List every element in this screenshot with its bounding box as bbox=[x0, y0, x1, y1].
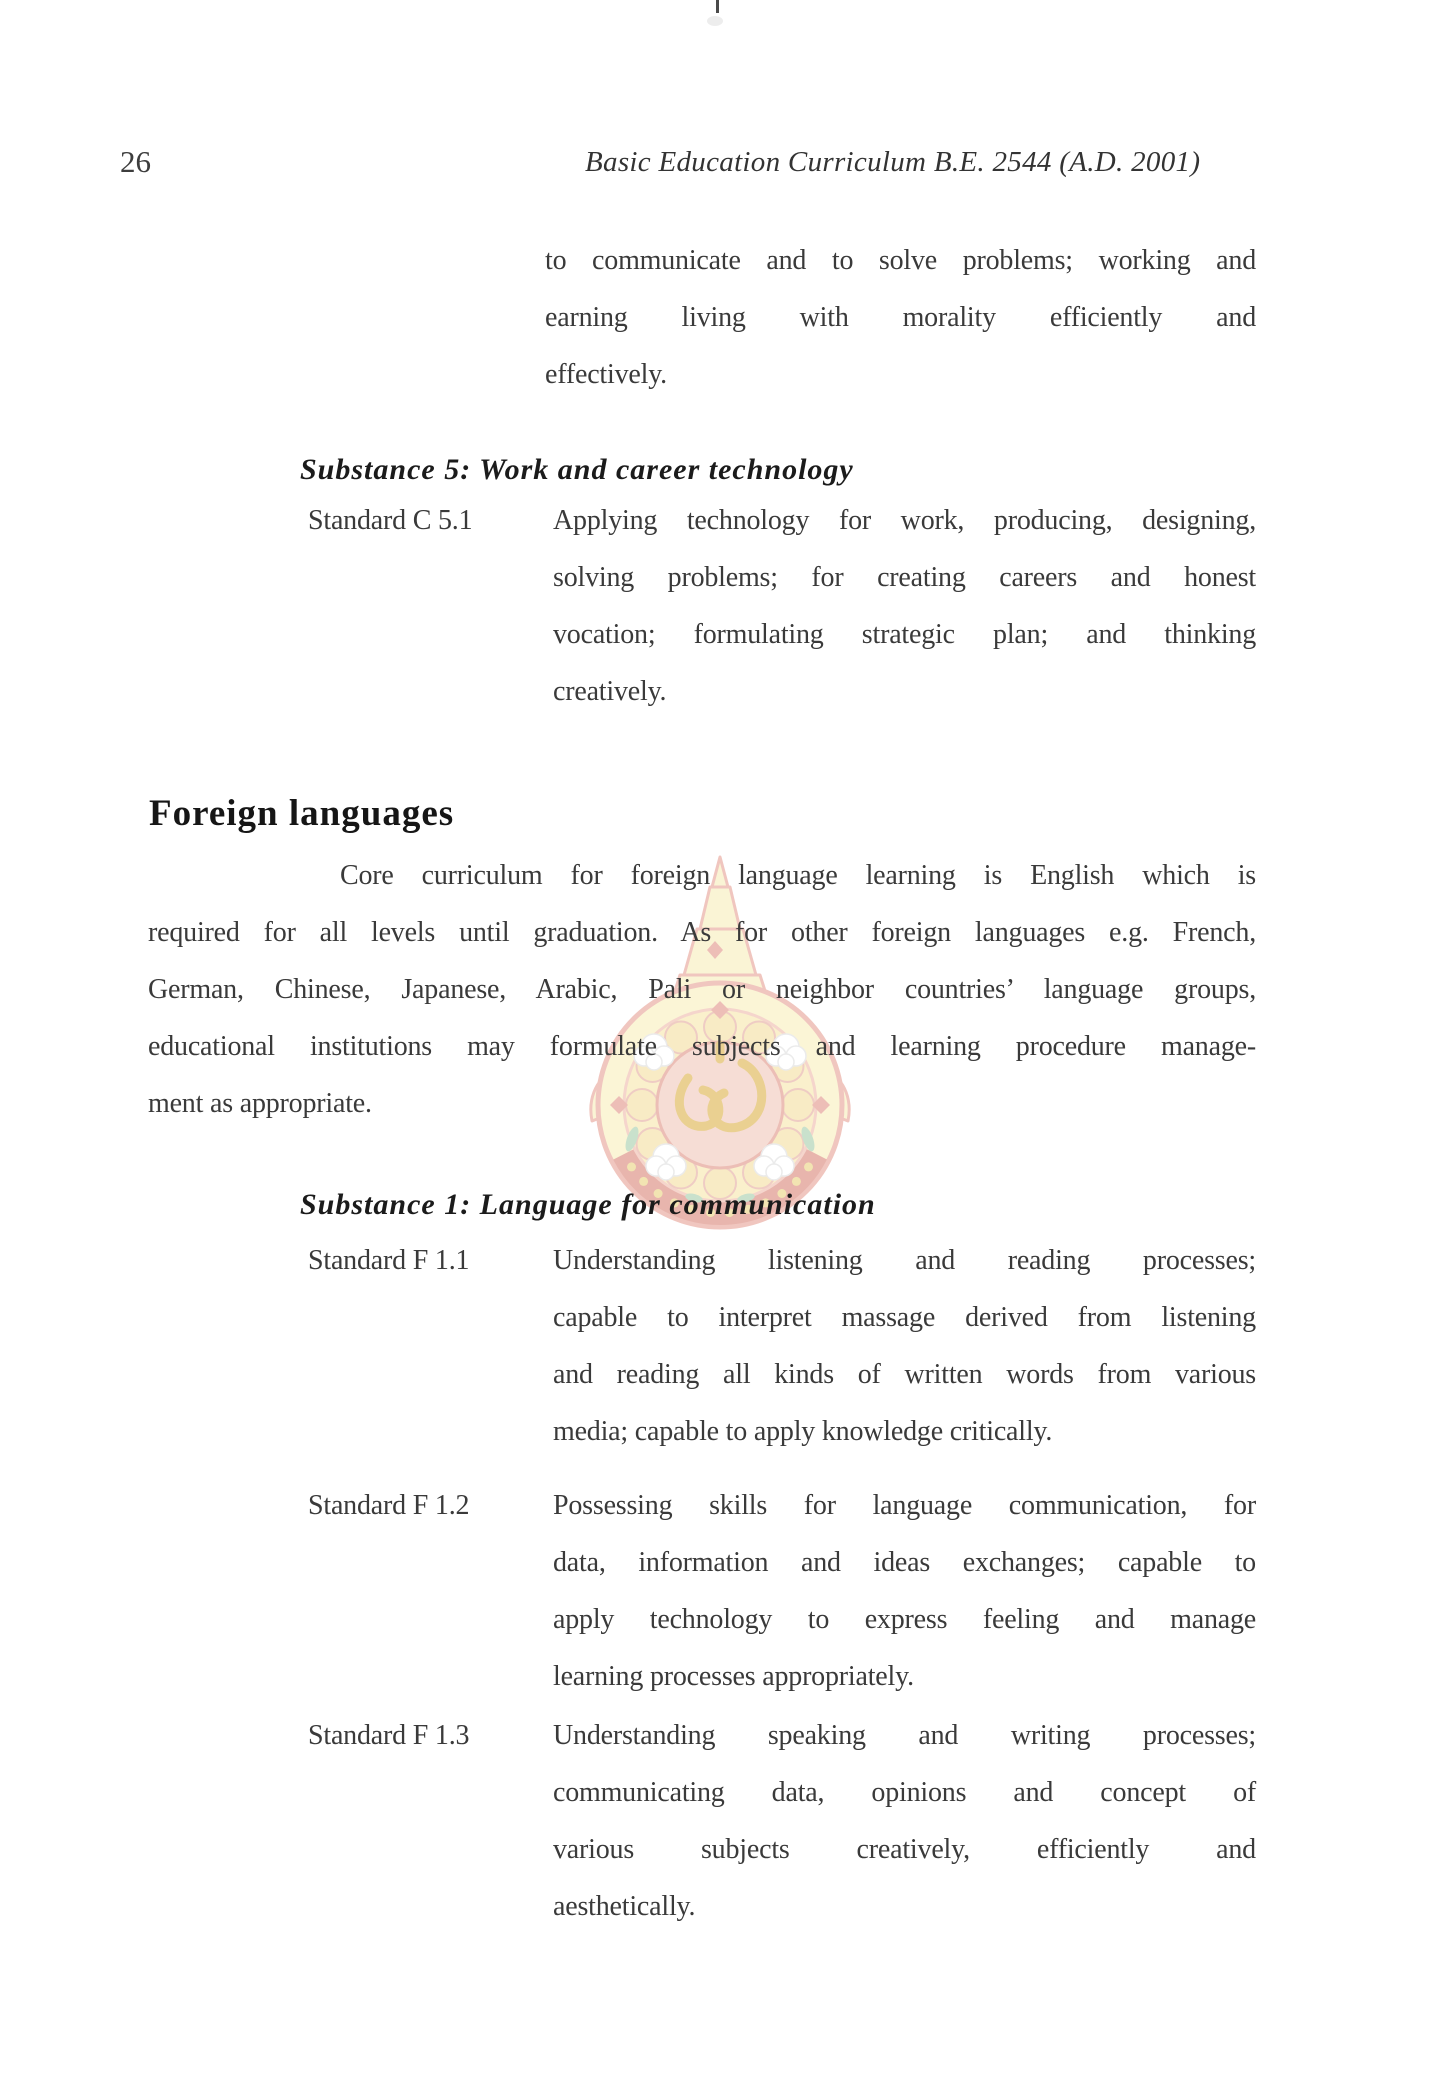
standard-text-line: Understanding listening and reading processes; bbox=[553, 1245, 1256, 1276]
scan-artifact-tick bbox=[716, 0, 719, 13]
standard-label: Standard F 1.3 bbox=[308, 1720, 470, 1751]
standard-label: Standard F 1.2 bbox=[308, 1490, 470, 1521]
text-line: effectively. bbox=[545, 359, 667, 390]
page-number: 26 bbox=[120, 144, 151, 179]
standard-text-line: aesthetically. bbox=[553, 1891, 696, 1922]
standard-text-line: apply technology to express feeling and manage bbox=[553, 1604, 1256, 1635]
standard-text-line: Applying technology for work, producing, designing, bbox=[553, 505, 1256, 536]
standard-text-line: capable to interpret massage derived from listening bbox=[553, 1302, 1256, 1333]
standard-label: Standard F 1.1 bbox=[308, 1245, 470, 1276]
standard-text-line: various subjects creatively, efficiently and bbox=[553, 1834, 1256, 1865]
standard-text-line: Understanding speaking and writing processes; bbox=[553, 1720, 1256, 1751]
scan-artifact-smudge bbox=[707, 16, 723, 26]
standard-text-line: learning processes appropriately. bbox=[553, 1661, 914, 1692]
standard-text-line: communicating data, opinions and concept of bbox=[553, 1777, 1256, 1808]
standard-text-line: data, information and ideas exchanges; capable to bbox=[553, 1547, 1256, 1578]
standard-text-line: creatively. bbox=[553, 676, 667, 707]
standard-block-c51 bbox=[305, 492, 1256, 720]
standard-text-line: Possessing skills for language communication, for bbox=[553, 1490, 1256, 1521]
substance-5-heading: Substance 5: Work and career technology bbox=[300, 453, 854, 486]
standard-text-line: media; capable to apply knowledge critically. bbox=[553, 1416, 1053, 1447]
standard-block-f11 bbox=[305, 1232, 1256, 1460]
text-line: German, Chinese, Japanese, Arabic, Pali or neighbor countries’ language groups, bbox=[148, 974, 1256, 1005]
standard-label: Standard C 5.1 bbox=[308, 505, 473, 536]
substance-1-heading: Substance 1: Language for communication bbox=[300, 1188, 876, 1221]
standard-text-line: and reading all kinds of written words from various bbox=[553, 1359, 1256, 1390]
foreign-languages-intro-paragraph bbox=[148, 847, 1256, 1132]
text-line: required for all levels until graduation. As for other foreign languages e.g. French, bbox=[148, 917, 1256, 948]
standard-block-f12 bbox=[305, 1477, 1256, 1705]
text-line: earning living with morality efficiently and bbox=[545, 302, 1256, 333]
standard-text-line: solving problems; for creating careers and honest bbox=[553, 562, 1256, 593]
paragraph-continuation bbox=[545, 232, 1256, 403]
standard-text-line: vocation; formulating strategic plan; and thinking bbox=[553, 619, 1256, 650]
text-line: educational institutions may formulate subjects and learning procedure manage- bbox=[148, 1031, 1256, 1062]
text-line: ment as appropriate. bbox=[148, 1088, 372, 1119]
text-line: to communicate and to solve problems; working and bbox=[545, 245, 1256, 276]
foreign-languages-heading: Foreign languages bbox=[149, 793, 455, 834]
standard-block-f13 bbox=[305, 1707, 1256, 1935]
text-line: Core curriculum for foreign language learning is English which is bbox=[340, 860, 1256, 891]
running-header-title: Basic Education Curriculum B.E. 2544 (A.D. 2001) bbox=[585, 146, 1201, 178]
